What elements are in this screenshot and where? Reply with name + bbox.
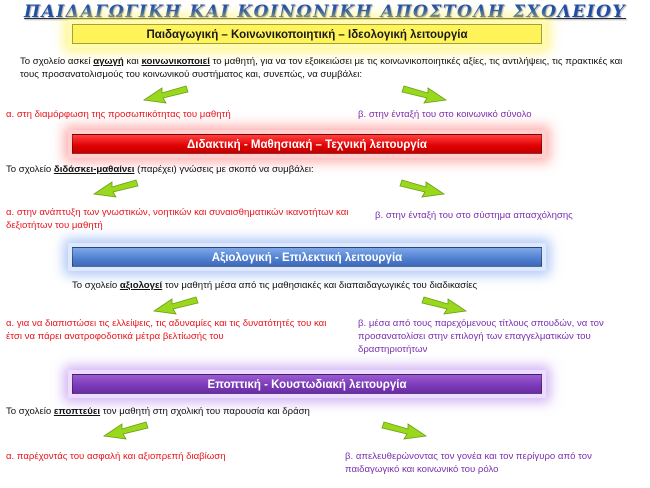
section-heading-supervisory: Εποπτική - Κουστωδιακή λειτουργία xyxy=(72,374,542,394)
intro-text-pre: Το σχολείο ασκεί xyxy=(20,56,94,67)
intro-text-pre: Το σχολείο xyxy=(6,406,54,417)
intro-text-post: τον μαθητή στη σχολική του παρουσία και δράση xyxy=(100,406,310,417)
keyword-epopteuei: εποπτεύει xyxy=(53,406,101,417)
section-heading-evaluative: Αξιολογική - Επιλεκτική λειτουργία xyxy=(72,247,542,267)
arrow-right-icon xyxy=(380,420,430,442)
arrow-left-icon xyxy=(150,295,200,317)
arrow-left-icon xyxy=(140,84,190,106)
arrow-right-icon xyxy=(398,178,448,200)
section-intro-evaluative xyxy=(72,279,632,292)
section1-outcome-a: α. στη διαμόρφωση της προσωπικότητας του μαθητή xyxy=(6,109,231,120)
intro-text-post: τον μαθητή μέσα από τις μαθησιακές και διαπαιδαγωγικές του διαδικασίες xyxy=(162,280,478,291)
section-intro-supervisory xyxy=(6,405,626,418)
intro-text-mid: και xyxy=(123,56,142,67)
arrow-right-icon xyxy=(400,84,450,106)
keyword-koinonikopoiei: κοινωνικοποιεί xyxy=(141,56,210,67)
section3-outcome-b: β. μέσα από τους παρεχόμενους τίτλους σπουδών, να τον προσανατολίσει στην επιλογή των επαγγελματικών του δραστηριοτήτων xyxy=(358,318,604,355)
section-intro-didactic xyxy=(6,163,626,176)
section2-outcome-a: α. στην ανάπτυξη των γνωστικών, νοητικών και συναισθηματικών ικανοτήτων και δεξιοτήτων του μαθητή xyxy=(6,207,349,231)
section-heading-didactic: Διδακτική - Μαθησιακή – Τεχνική λειτουργία xyxy=(72,134,542,154)
arrow-right-icon xyxy=(420,295,470,317)
section4-outcome-b: β. απελευθερώνοντας τον γονέα και τον περίγυρο από τον παιδαγωγικό και κοινωνικό του ρόλο xyxy=(345,451,592,475)
section1-outcome-b: β. στην ένταξή του στο κοινωνικό σύνολο xyxy=(358,109,532,120)
section-heading-pedagogical: Παιδαγωγική – Κοινωνικοποιητική – Ιδεολογική λειτουργία xyxy=(72,24,542,44)
section3-outcome-a: α. για να διαπιστώσει τις ελλείψεις, τις αδυναμίες και τις δυνατότητές του και έτσι να πάρει ανατροφοδοτικά μέτρα βελτίωσής του xyxy=(6,318,327,342)
arrow-left-icon xyxy=(90,178,140,200)
section-intro-pedagogical xyxy=(20,55,635,81)
page-title: ΠΑΙΔΑΓΩΓΙΚΗ ΚΑΙ ΚΟΙΝΩΝΙΚΗ ΑΠΟΣΤΟΛΗ ΣΧΟΛΕΙΟΥ xyxy=(23,2,627,22)
keyword-axiologei: αξιολογεί xyxy=(119,280,163,291)
intro-text-post: το μαθητή, για να τον εξοικειώσει με τις κοινωνικοποιητικές αξίες, τις αντιλήψεις, τις πρακτικές και τους προσανατολισμούς του κοινωνικού συστήματος και, συνεπώς, να συμβάλει: xyxy=(20,56,623,80)
intro-text-pre: Το σχολείο xyxy=(72,280,120,291)
intro-text-pre: Το σχολείο xyxy=(6,164,54,175)
arrow-left-icon xyxy=(100,420,150,442)
keyword-agogi: αγωγή xyxy=(93,56,124,67)
section4-outcome-a: α. παρέχοντάς του ασφαλή και αξιοπρεπή διαβίωση xyxy=(6,451,226,462)
section2-outcome-b: β. στην ένταξή του στο σύστημα απασχόλησης xyxy=(375,210,573,221)
keyword-didaskei-mathainei: διδάσκει-μαθαίνει xyxy=(53,164,135,175)
intro-text-post: (παρέχει) γνώσεις με σκοπό να συμβάλει: xyxy=(134,164,314,175)
